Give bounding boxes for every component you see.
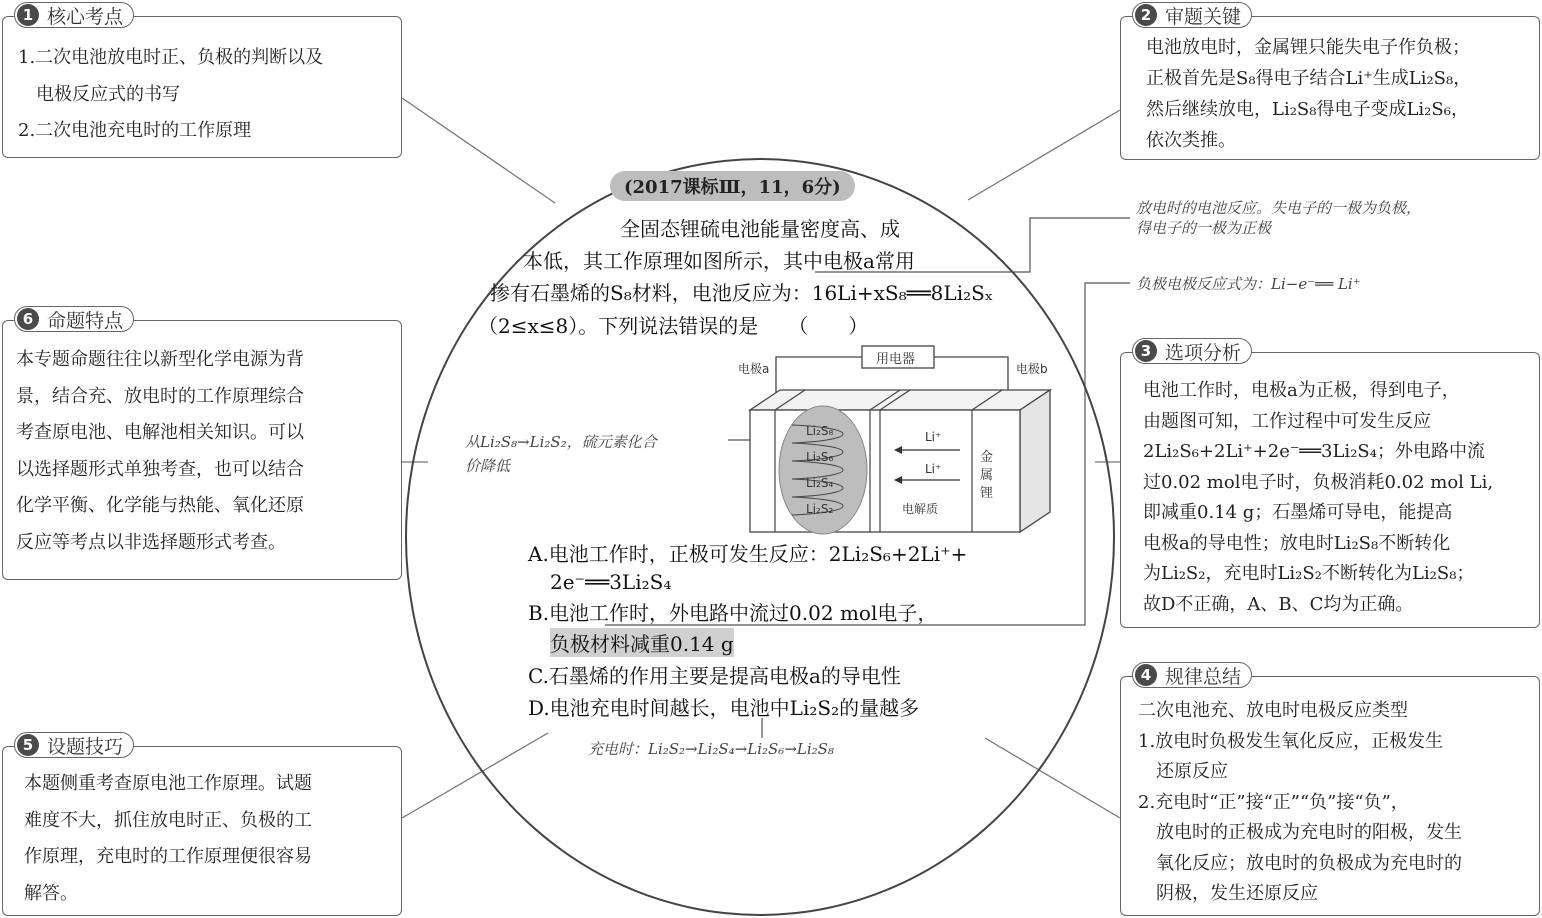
text-line: 考查原电池、电解池相关知识。可以	[16, 422, 304, 443]
electrode-a-label: 电极a	[738, 362, 770, 376]
text-line: 本专题命题往往以新型化学电源为背	[16, 349, 304, 370]
text-line: 本题侧重考查原电池工作原理。试题	[24, 773, 312, 794]
tag-option-analysis	[1132, 338, 1252, 364]
option-c: C.石墨烯的作用主要是提高电极a的导电性	[528, 664, 901, 688]
text-line: 电池放电时，金属锂只能失电子作负极；	[1146, 37, 1470, 58]
note-line: 得电子的一极为正极	[1136, 219, 1272, 237]
note-sulfur	[465, 430, 657, 478]
tag-title: 审题关键	[1165, 5, 1242, 28]
text-line: 景，结合充、放电时的工作原理综合	[16, 385, 304, 407]
note-line: 价降低	[465, 457, 511, 475]
number-badge: 6	[17, 308, 39, 330]
li-ion-label: Li⁺	[925, 462, 942, 476]
tag-title: 命题特点	[47, 309, 124, 332]
electrolyte-label: 电解质	[902, 502, 939, 516]
text-line: 阴极，发生还原反应	[1156, 883, 1318, 904]
text-line: 放电时的正极成为充电时的阳极，发生	[1156, 822, 1462, 843]
text-line: 2Li₂S₆+2Li⁺+2e⁻══3Li₂S₄；外电路中流	[1143, 441, 1485, 462]
question-line: （2≤x≤8）。下列说法错误的是 （ ）	[478, 314, 869, 338]
text-line: 解答。	[24, 882, 78, 904]
electrode-b-label: 电极b	[1016, 362, 1048, 376]
species-label: Li₂S₄	[806, 476, 834, 490]
tag-rule-summary	[1132, 662, 1252, 688]
note-line: 放电时的电池反应。失电子的一极为负极，	[1136, 199, 1422, 217]
text-line: 即减重0.14 g；石墨烯可导电，能提高	[1143, 502, 1453, 523]
species-label: Li₂S₆	[806, 450, 834, 464]
text-line: 难度不大，抓住放电时正、负极的工	[24, 809, 312, 831]
question-line: 全固态锂硫电池能量密度高、成	[620, 217, 900, 241]
question-line: 本低，其工作原理如图所示，其中电极a常用	[523, 249, 915, 273]
question-source: (2017课标Ⅲ，11，6分)	[610, 171, 855, 201]
panel-exam-features-text	[16, 342, 304, 561]
option-b-continued: 负极材料减重0.14 g	[550, 628, 734, 657]
tag-exam-features	[14, 306, 134, 332]
number-badge: 3	[1135, 340, 1157, 362]
text-line: 正极首先是S₈得电子结合Li⁺生成Li₂S₈，	[1146, 68, 1472, 89]
number-badge: 5	[17, 734, 39, 756]
text-line: 1.二次电池放电时正、负极的判断以及	[18, 47, 324, 68]
text-line: 二次电池充、放电时电极反应类型	[1138, 700, 1408, 721]
tag-title: 规律总结	[1165, 665, 1242, 688]
tag-title: 设题技巧	[47, 735, 124, 758]
species-label: Li₂S₈	[806, 424, 834, 438]
metal-label: 锂	[980, 486, 994, 501]
text-line: 由题图可知，工作过程中可发生反应	[1143, 410, 1431, 432]
text-line: 1.放电时负极发生氧化反应，正极发生	[1138, 730, 1444, 752]
text-line: 故D不正确，A、B、C均为正确。	[1143, 593, 1414, 615]
metal-label: 属	[980, 468, 994, 483]
tag-core-points	[14, 2, 134, 28]
text-line: 化学平衡、化学能与热能、氧化还原	[16, 495, 304, 516]
number-badge: 4	[1135, 664, 1157, 686]
text-line: 还原反应	[1156, 761, 1228, 782]
text-line: 2.充电时“正”接“正”“负”接“负”，	[1138, 791, 1409, 813]
note-line: 从Li₂S₈→Li₂S₂，硫元素化合	[465, 433, 657, 451]
option-a: A.电池工作时，正极可发生反应：2Li₂S₆+2Li⁺+	[528, 542, 968, 566]
species-label: Li₂S₂	[806, 502, 834, 516]
panel-design-skills-text	[24, 766, 312, 912]
text-line: 然后继续放电，Li₂S₈得电子变成Li₂S₆，	[1146, 99, 1469, 120]
text-line: 2.二次电池充电时的工作原理	[18, 120, 252, 141]
number-badge: 2	[1135, 4, 1157, 26]
battery-diagram	[720, 340, 1060, 540]
note-discharge	[1136, 198, 1421, 238]
tag-design-skills	[14, 732, 134, 758]
tag-key-review	[1132, 2, 1252, 28]
metal-label: 金	[980, 450, 994, 465]
text-line: 电极反应式的书写	[36, 83, 180, 105]
panel-option-analysis-text	[1143, 376, 1493, 620]
note-anode: 负极电极反应式为：Li−e⁻══ Li⁺	[1136, 275, 1361, 293]
option-d: D.电池充电时间越长，电池中Li₂S₂的量越多	[528, 696, 920, 720]
text-line: 电池工作时，电极a为正极，得到电子，	[1143, 380, 1460, 401]
text-line: 反应等考点以非选择题形式考查。	[16, 531, 286, 553]
panel-core-points-text	[18, 40, 323, 150]
number-badge: 1	[17, 4, 39, 26]
text-line: 作原理，充电时的工作原理便很容易	[24, 846, 312, 867]
li-ion-label: Li⁺	[925, 430, 942, 444]
text-line: 为Li₂S₂，充电时Li₂S₂不断转化为Li₂S₈；	[1143, 563, 1475, 584]
panel-rule-summary-text	[1138, 696, 1462, 910]
note-charge: 充电时：Li₂S₂→Li₂S₄→Li₂S₆→Li₂S₈	[588, 740, 834, 758]
tag-title: 选项分析	[1165, 341, 1242, 364]
text-line: 电极a的导电性；放电时Li₂S₈不断转化	[1143, 532, 1451, 554]
tag-title: 核心考点	[47, 5, 124, 28]
question-line: 掺有石墨烯的S₈材料，电池反应为：16Li+xS₈══8Li₂Sₓ	[490, 281, 994, 305]
option-a-continued: 2e⁻══3Li₂S₄	[550, 570, 672, 594]
device-label: 用电器	[876, 352, 916, 367]
option-b: B.电池工作时，外电路中流过0.02 mol电子，	[528, 601, 938, 625]
text-line: 以选择题形式单独考查，也可以结合	[16, 458, 304, 480]
text-line: 氧化反应；放电时的负极成为充电时的	[1156, 852, 1462, 874]
text-line: 过0.02 mol电子时，负极消耗0.02 mol Li,	[1143, 471, 1494, 493]
text-line: 依次类推。	[1146, 130, 1236, 151]
panel-key-review-text	[1146, 32, 1471, 156]
